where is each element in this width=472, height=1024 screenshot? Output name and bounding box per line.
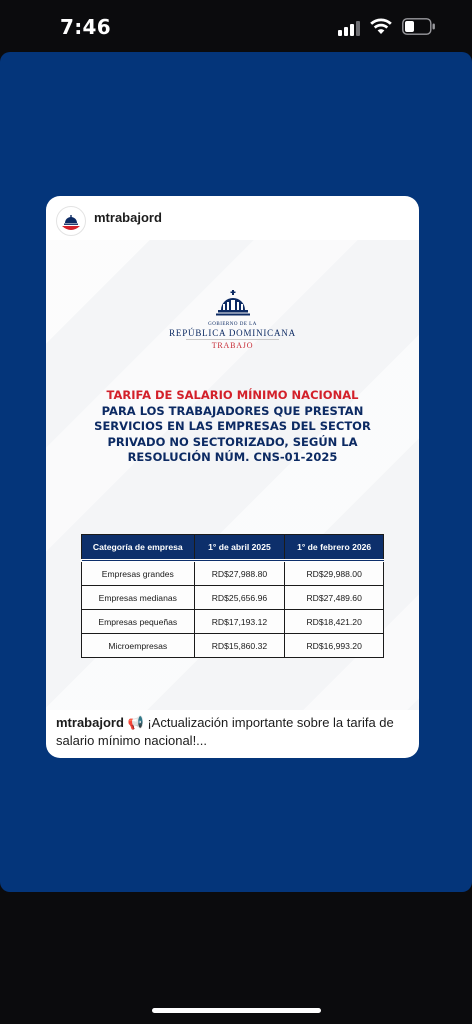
table-header-cell: 1° de abril 2025 [194, 535, 285, 561]
table-cell: RD$18,421.20 [285, 610, 384, 634]
table-row [82, 586, 384, 610]
table-cell: RD$17,193.12 [194, 610, 285, 634]
status-time: 7:46 [60, 15, 111, 39]
headline-subtitle: PARA LOS TRABAJADORES QUE PRESTAN SERVICIOS EN LAS EMPRESAS DEL SECTOR PRIVADO NO SECTORIZADO, SEGÚN LA RESOLUCIÓN NÚM. CNS-01-2025 [94, 403, 371, 464]
table-cell: RD$27,489.60 [285, 586, 384, 610]
table-cell: Microempresas [82, 634, 195, 658]
wifi-icon [370, 17, 392, 35]
post-headline [66, 388, 399, 466]
gov-divider [186, 339, 279, 340]
caption-text: ¡Actualización importante sobre la tarifa de salario mínimo nacional!... [56, 715, 394, 748]
table-cell: RD$27,988.80 [194, 561, 285, 586]
status-bar [0, 0, 472, 52]
battery-icon [402, 18, 436, 35]
megaphone-icon: 📢 [127, 715, 144, 730]
headline-title: TARIFA DE SALARIO MÍNIMO NACIONAL [106, 388, 359, 402]
table-row [82, 610, 384, 634]
gov-label-name: REPÚBLICA DOMINICANA [169, 328, 296, 338]
shared-post-card[interactable] [46, 196, 419, 758]
table-cell: RD$25,656.96 [194, 586, 285, 610]
table-header-row [82, 535, 384, 561]
caption-username[interactable]: mtrabajord [56, 715, 124, 730]
post-image[interactable] [46, 240, 419, 710]
table-cell: RD$15,860.32 [194, 634, 285, 658]
table-cell: RD$29,988.00 [285, 561, 384, 586]
table-row [82, 634, 384, 658]
table-cell: Empresas grandes [82, 561, 195, 586]
avatar[interactable] [56, 206, 86, 236]
table-cell: RD$16,993.20 [285, 634, 384, 658]
post-username[interactable]: mtrabajord [94, 210, 162, 225]
post-header[interactable] [46, 196, 419, 240]
table-cell: Empresas pequeñas [82, 610, 195, 634]
table-row [82, 561, 384, 586]
table-header-cell: 1° de febrero 2026 [285, 535, 384, 561]
salary-table [81, 534, 384, 658]
table-cell: Empresas medianas [82, 586, 195, 610]
post-caption[interactable] [56, 714, 411, 750]
gov-label-small: GOBIERNO DE LA [208, 322, 257, 327]
table-header-cell: Categoría de empresa [82, 535, 195, 561]
government-seal-icon [208, 290, 258, 320]
home-indicator[interactable] [152, 1008, 321, 1013]
gov-label-ministry: TRABAJO [211, 341, 254, 350]
cellular-signal-icon [338, 20, 364, 36]
